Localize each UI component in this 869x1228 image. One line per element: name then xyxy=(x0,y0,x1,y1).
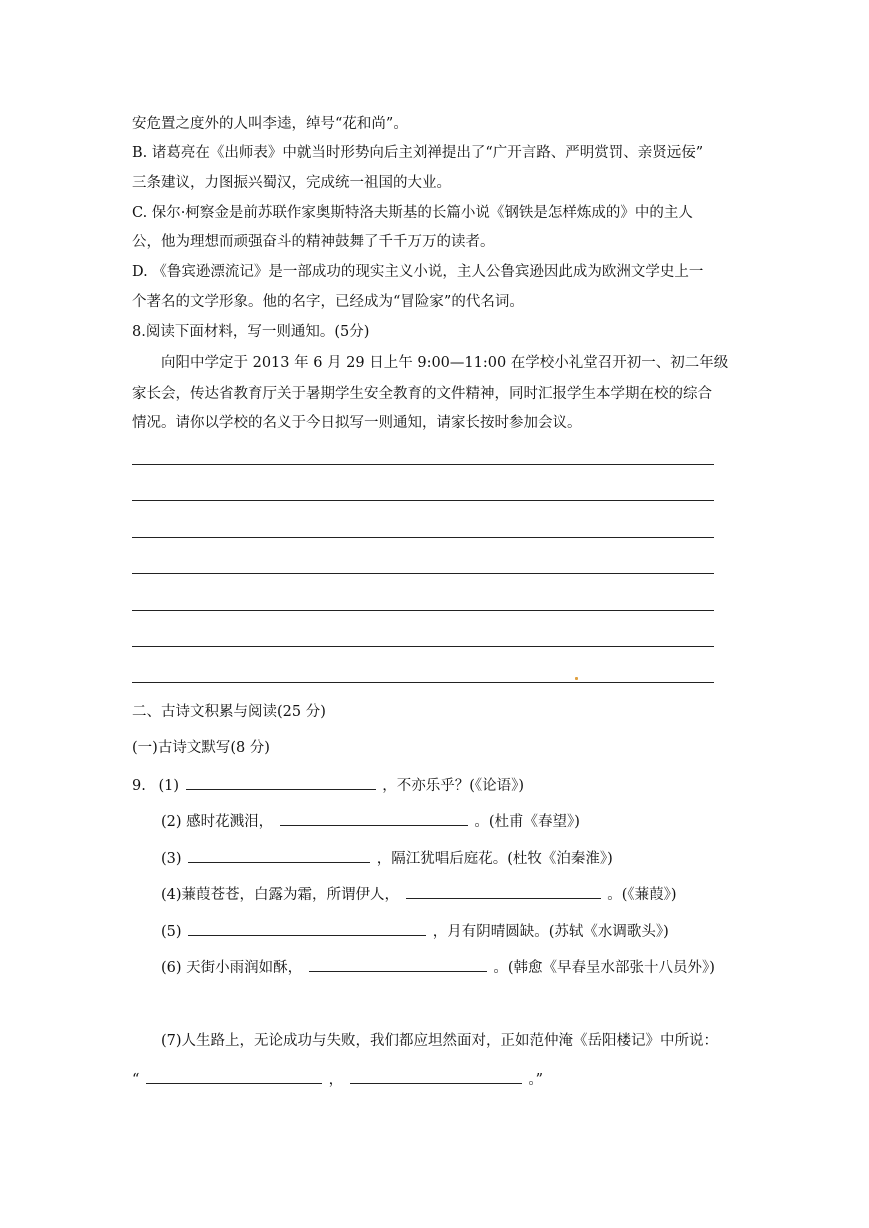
question-9-number: 9. xyxy=(132,778,146,794)
question-9-item-3 xyxy=(161,847,613,869)
question-8-title: 8.阅读下面材料，写一则通知。(5分) xyxy=(132,324,370,340)
answer-rule-6[interactable] xyxy=(132,646,714,647)
item-5-suffix: ，月有阴晴圆缺。(苏轼《水调歌头》) xyxy=(432,924,669,940)
option-a-continued: 安危置之度外的人叫李逵，绰号“花和尚”。 xyxy=(132,116,408,132)
blank-2[interactable] xyxy=(280,810,468,826)
blank-1[interactable] xyxy=(186,774,376,790)
question-9-item-7-line1: (7)人生路上，无论成功与失败，我们都应坦然面对，正如范仲淹《岳阳楼记》中所说： xyxy=(161,1033,719,1049)
section-2-subtitle: (一)古诗文默写(8 分) xyxy=(132,740,270,756)
question-8-para-line3: 情况。请你以学校的名义于今日拟写一则通知，请家长按时参加会议。 xyxy=(132,415,582,431)
option-d-line2: 个著名的文学形象。他的名字，已经成为“冒险家”的代名词。 xyxy=(132,294,524,310)
blank-5[interactable] xyxy=(188,920,426,936)
answer-rule-5[interactable] xyxy=(132,610,714,611)
blank-6[interactable] xyxy=(309,956,487,972)
answer-rule-1[interactable] xyxy=(132,464,714,465)
answer-rule-3[interactable] xyxy=(132,537,714,538)
question-9-item-2 xyxy=(161,810,580,832)
option-b-line2: 三条建议，力图振兴蜀汉，完成统一祖国的大业。 xyxy=(132,175,451,191)
question-9-item-1 xyxy=(132,774,524,796)
item-6-suffix: 。(韩愈《早春呈水部张十八员外》) xyxy=(493,960,715,976)
question-9-item-6 xyxy=(161,956,715,978)
answer-rule-7[interactable] xyxy=(132,682,714,683)
blank-7b[interactable] xyxy=(350,1068,522,1084)
question-8-para-line1: 向阳中学定于 2013 年 6 月 29 日上午 9:00—11:00 在学校小礼堂召开初一、初二年级 xyxy=(161,355,729,371)
question-9-item-7-line2 xyxy=(132,1068,543,1090)
option-b-line1: B. 诸葛亮在《出师表》中就当时形势向后主刘禅提出了“广开言路、严明赏罚、亲贤远佞” xyxy=(132,145,704,161)
item-5-prefix: (5) xyxy=(161,924,182,940)
blank-7a[interactable] xyxy=(146,1068,322,1084)
option-d-line1: D. 《鲁宾逊漂流记》是一部成功的现实主义小说，主人公鲁宾逊因此成为欧洲文学史上一 xyxy=(132,264,704,280)
option-c-line1: C. 保尔·柯察金是前苏联作家奥斯特洛夫斯基的长篇小说《钢铁是怎样炼成的》中的主人 xyxy=(132,205,693,221)
answer-rule-2[interactable] xyxy=(132,500,714,501)
item-4-prefix: (4)蒹葭苍苍，白露为霜，所谓伊人， xyxy=(161,887,400,903)
item-6-prefix: (6) 天街小雨润如酥， xyxy=(161,960,303,976)
blank-4[interactable] xyxy=(406,883,601,899)
question-9-item-5 xyxy=(161,920,669,942)
item-3-suffix: ，隔江犹唱后庭花。(杜牧《泊秦淮》) xyxy=(376,851,613,867)
item-2-suffix: 。(杜甫《春望》) xyxy=(474,814,580,830)
answer-rule-4[interactable] xyxy=(132,573,714,574)
scan-speck xyxy=(575,677,578,680)
item-7-open-quote: “ xyxy=(132,1072,140,1088)
blank-3[interactable] xyxy=(188,847,370,863)
option-c-line2: 公，他为理想而顽强奋斗的精神鼓舞了千千万万的读者。 xyxy=(132,234,495,250)
item-4-suffix: 。(《蒹葭》) xyxy=(607,887,677,903)
item-3-prefix: (3) xyxy=(161,851,182,867)
item-7-close-quote: 。” xyxy=(528,1072,544,1088)
question-8-para-line2: 家长会，传达省教育厅关于暑期学生安全教育的文件精神，同时汇报学生本学期在校的综合 xyxy=(132,386,712,402)
item-1-prefix: (1) xyxy=(158,778,179,794)
item-1-suffix: ，不亦乐乎？(《论语》) xyxy=(382,778,525,794)
item-7-comma: ， xyxy=(328,1072,344,1088)
section-2-title: 二、古诗文积累与阅读(25 分) xyxy=(132,704,326,720)
question-9-item-4 xyxy=(161,883,677,905)
item-2-prefix: (2) 感时花溅泪， xyxy=(161,814,274,830)
